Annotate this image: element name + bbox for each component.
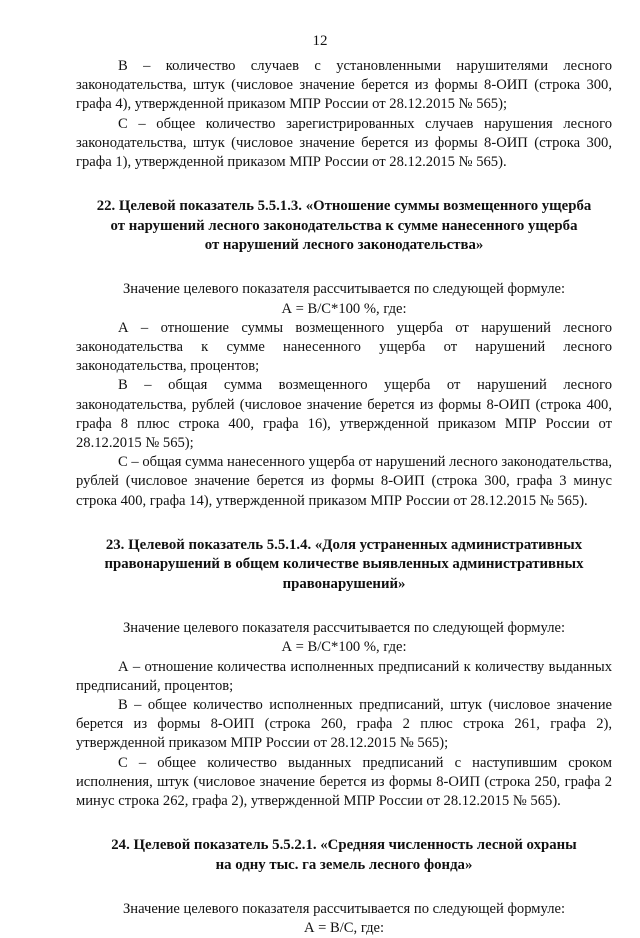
paragraph-variable-b: В – количество случаев с установленными нарушителями лесного законодательства, штук (числовое значение берется из формы 8-ОИП (строка 300, графа 4), утвержденной приказом МПР России от 28.12.2015 № 565); [76, 58, 612, 113]
section-23-formula: А = В/С*100 %, где: [281, 639, 407, 656]
heading-line: правонарушений в общем количестве выявленных административных [104, 556, 584, 573]
document-body [76, 57, 612, 938]
heading-line: от нарушений лесного законодательства к сумме нанесенного ущерба [110, 217, 578, 234]
section-23-intro: Значение целевого показателя рассчитывается по следующей формуле: [122, 620, 566, 637]
heading-line: от нарушений лесного законодательства» [204, 237, 484, 254]
page-number: 12 [312, 33, 328, 49]
section-24-heading [76, 836, 612, 875]
section-24-formula: А = В/С, где: [303, 920, 385, 937]
section-22-item-a: А – отношение суммы возмещенного ущерба от нарушений лесного законодательства к сумме нанесенного ущерба от нарушений лесного законодательства, процентов; [76, 319, 612, 375]
section-23-item-c: С – общее количество выданных предписаний с наступившим сроком исполнения, штук (числовое значение берется из формы 8-ОИП (строка 250, графа 2 минус строка 262, графа 2), утвержденной МПР России от 28.12.2015 № 565). [76, 754, 612, 809]
heading-line: 24. Целевой показатель 5.5.2.1. «Средняя численность лесной охраны [111, 837, 577, 854]
heading-line: 23. Целевой показатель 5.5.1.4. «Доля устраненных административных [105, 536, 583, 553]
section-22-heading [76, 197, 612, 255]
section-22-item-b: В – общая сумма возмещенного ущерба от нарушений лесного законодательства, рублей (числовое значение берется из формы 8-ОИП (строка 400, графа 8 плюс строка 400, графа 16), утвержденной приказом МПР России от 28.12.2015 № 565); [76, 377, 612, 452]
section-23-item-a: А – отношение количества исполненных предписаний к количеству выданных предписаний, процентов; [76, 658, 612, 694]
section-22-item-c: С – общая сумма нанесенного ущерба от нарушений лесного законодательства, рублей (числовое значение берется из формы 8-ОИП (строка 300, графа 3 минус строка 400, графа 14), утвержденной приказом МПР России от 28.12.2015 № 565). [76, 454, 612, 509]
paragraph-variable-c: С – общее количество зарегистрированных случаев нарушения лесного законодательства, штук (числовое значение берется из формы 8-ОИП (строка 300, графа 1), утвержденной приказом МПР России от 28.12.2015 № 565). [76, 115, 612, 171]
section-22-formula: А = В/С*100 %, где: [281, 300, 407, 317]
heading-line: 22. Целевой показатель 5.5.1.3. «Отношение суммы возмещенного ущерба [96, 198, 592, 215]
section-23-heading [76, 536, 612, 594]
section-22-intro: Значение целевого показателя рассчитывается по следующей формуле: [122, 281, 566, 298]
section-24-intro: Значение целевого показателя рассчитывается по следующей формуле: [122, 900, 566, 917]
section-23-item-b: В – общее количество исполненных предписаний, штук (числовое значение берется из формы 8-ОИП (строка 260, графа 2 плюс строка 261, графа 2), утвержденной приказом МПР России от 28.12.2015 № 565); [76, 696, 612, 752]
heading-line: правонарушений» [282, 575, 406, 592]
heading-line: на одну тыс. га земель лесного фонда» [215, 856, 473, 873]
